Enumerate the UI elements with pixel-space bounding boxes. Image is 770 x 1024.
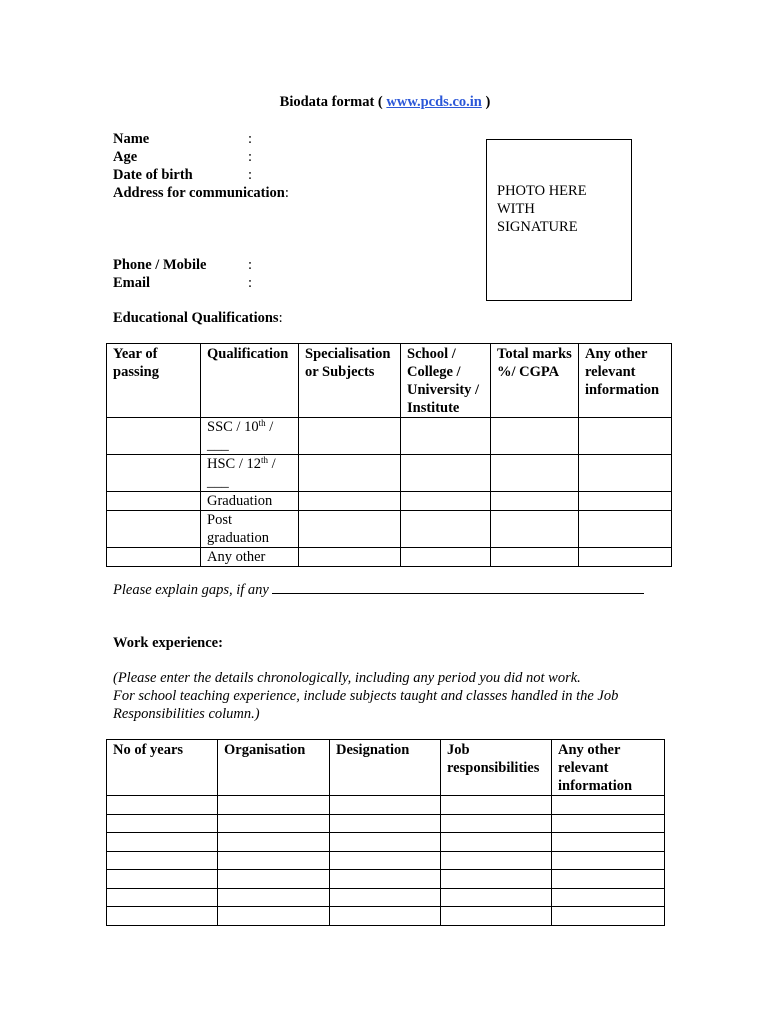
qualification-cell: Any other <box>201 548 299 567</box>
years-cell[interactable] <box>107 833 218 852</box>
work-other-info-cell[interactable] <box>552 814 665 833</box>
email-colon: : <box>248 275 253 291</box>
qualification-cell: Graduation <box>201 492 299 511</box>
years-cell[interactable] <box>107 907 218 926</box>
responsibilities-cell[interactable] <box>441 870 552 889</box>
col-specialisation: Specialisation or Subjects <box>299 344 401 418</box>
specialisation-cell[interactable] <box>299 492 401 511</box>
other-info-cell[interactable] <box>579 511 672 548</box>
specialisation-cell[interactable] <box>299 548 401 567</box>
qualification-tail: / ___ <box>207 419 274 453</box>
gaps-line <box>113 581 644 599</box>
age-label: Age <box>113 149 138 165</box>
designation-cell[interactable] <box>330 814 441 833</box>
designation-cell[interactable] <box>330 870 441 889</box>
table-row <box>107 418 672 455</box>
col-year-of-passing: Year of passing <box>107 344 201 418</box>
year-cell[interactable] <box>107 511 201 548</box>
organisation-cell[interactable] <box>218 888 330 907</box>
name-label: Name <box>113 131 150 147</box>
organisation-cell[interactable] <box>218 870 330 889</box>
designation-cell[interactable] <box>330 796 441 815</box>
school-cell[interactable] <box>401 455 491 492</box>
designation-cell[interactable] <box>330 833 441 852</box>
education-heading <box>113 309 283 327</box>
title-suffix: ) <box>481 94 491 110</box>
work-other-info-cell[interactable] <box>552 870 665 889</box>
qualification-text: HSC / 12 <box>207 456 261 472</box>
years-cell[interactable] <box>107 870 218 889</box>
marks-cell[interactable] <box>491 548 579 567</box>
education-heading-colon: : <box>278 310 283 326</box>
col-school: School / College / University / Institute <box>401 344 491 418</box>
address-label <box>113 184 289 202</box>
work-other-info-cell[interactable] <box>552 907 665 926</box>
school-cell[interactable] <box>401 511 491 548</box>
other-info-cell[interactable] <box>579 418 672 455</box>
organisation-cell[interactable] <box>218 833 330 852</box>
table-row <box>107 888 665 907</box>
designation-cell[interactable] <box>330 851 441 870</box>
address-label-text: Address for communication <box>113 185 285 201</box>
email-label: Email <box>113 275 151 291</box>
table-row <box>107 796 665 815</box>
gaps-blank[interactable] <box>272 581 644 594</box>
responsibilities-cell[interactable] <box>441 833 552 852</box>
years-cell[interactable] <box>107 851 218 870</box>
responsibilities-cell[interactable] <box>441 907 552 926</box>
responsibilities-cell[interactable] <box>441 814 552 833</box>
work-other-info-cell[interactable] <box>552 796 665 815</box>
work-other-info-cell[interactable] <box>552 833 665 852</box>
table-row <box>107 548 672 567</box>
year-cell[interactable] <box>107 548 201 567</box>
address-colon: : <box>284 185 289 201</box>
table-row <box>107 814 665 833</box>
education-heading-text: Educational Qualifications <box>113 310 279 326</box>
marks-cell[interactable] <box>491 511 579 548</box>
years-cell[interactable] <box>107 888 218 907</box>
col-other-info: Any other relevant information <box>579 344 672 418</box>
col-work-other-info: Any other relevant information <box>552 740 665 796</box>
marks-cell[interactable] <box>491 455 579 492</box>
designation-cell[interactable] <box>330 907 441 926</box>
qualification-sup: th <box>261 455 269 465</box>
table-row <box>107 851 665 870</box>
table-row <box>107 870 665 889</box>
photo-placeholder-text: PHOTO HERE WITH SIGNATURE <box>497 183 587 235</box>
work-other-info-cell[interactable] <box>552 888 665 907</box>
table-row <box>107 455 672 492</box>
work-table <box>106 739 665 926</box>
col-qualification: Qualification <box>201 344 299 418</box>
work-note-line2: For school teaching experience, include subjects taught and classes handled in the Job Responsibilities column.) <box>113 688 619 722</box>
table-row <box>107 907 665 926</box>
other-info-cell[interactable] <box>579 492 672 511</box>
year-cell[interactable] <box>107 492 201 511</box>
specialisation-cell[interactable] <box>299 511 401 548</box>
col-total-marks: Total marks %/ CGPA <box>491 344 579 418</box>
qualification-tail: / ___ <box>207 456 276 490</box>
col-job-responsibilities: Job responsibilities <box>441 740 552 796</box>
table-row <box>107 511 672 548</box>
other-info-cell[interactable] <box>579 455 672 492</box>
website-link[interactable]: www.pcds.co.in <box>386 94 482 110</box>
other-info-cell[interactable] <box>579 548 672 567</box>
school-cell[interactable] <box>401 548 491 567</box>
work-header-row <box>107 740 665 796</box>
col-organisation: Organisation <box>218 740 330 796</box>
phone-colon: : <box>248 257 253 273</box>
qualification-cell <box>201 418 299 455</box>
age-colon: : <box>248 149 253 165</box>
years-cell[interactable] <box>107 796 218 815</box>
responsibilities-cell[interactable] <box>441 851 552 870</box>
specialisation-cell[interactable] <box>299 418 401 455</box>
marks-cell[interactable] <box>491 418 579 455</box>
table-row <box>107 833 665 852</box>
col-no-of-years: No of years <box>107 740 218 796</box>
name-colon: : <box>248 131 253 147</box>
year-cell[interactable] <box>107 455 201 492</box>
qualification-cell <box>201 455 299 492</box>
education-header-row <box>107 344 672 418</box>
col-designation: Designation <box>330 740 441 796</box>
responsibilities-cell[interactable] <box>441 888 552 907</box>
work-note-line1: (Please enter the details chronologically, including any period you did not work. <box>113 670 581 686</box>
year-cell[interactable] <box>107 418 201 455</box>
work-note <box>113 669 673 723</box>
years-cell[interactable] <box>107 814 218 833</box>
table-row <box>107 492 672 511</box>
dob-label: Date of birth <box>113 167 193 183</box>
responsibilities-cell[interactable] <box>441 796 552 815</box>
title-text: Biodata format ( <box>279 94 387 110</box>
designation-cell[interactable] <box>330 888 441 907</box>
work-heading: Work experience: <box>113 635 223 651</box>
school-cell[interactable] <box>401 418 491 455</box>
school-cell[interactable] <box>401 492 491 511</box>
qualification-sup: th <box>258 418 266 428</box>
organisation-cell[interactable] <box>218 796 330 815</box>
specialisation-cell[interactable] <box>299 455 401 492</box>
qualification-text: SSC / 10 <box>207 419 259 435</box>
qualification-cell: Post graduation <box>201 511 299 548</box>
page-title <box>0 94 770 111</box>
marks-cell[interactable] <box>491 492 579 511</box>
photo-box[interactable] <box>486 139 632 301</box>
gaps-label: Please explain gaps, if any <box>113 582 273 598</box>
education-table <box>106 343 672 567</box>
organisation-cell[interactable] <box>218 814 330 833</box>
dob-colon: : <box>248 167 253 183</box>
work-other-info-cell[interactable] <box>552 851 665 870</box>
organisation-cell[interactable] <box>218 851 330 870</box>
organisation-cell[interactable] <box>218 907 330 926</box>
phone-label: Phone / Mobile <box>113 257 207 273</box>
